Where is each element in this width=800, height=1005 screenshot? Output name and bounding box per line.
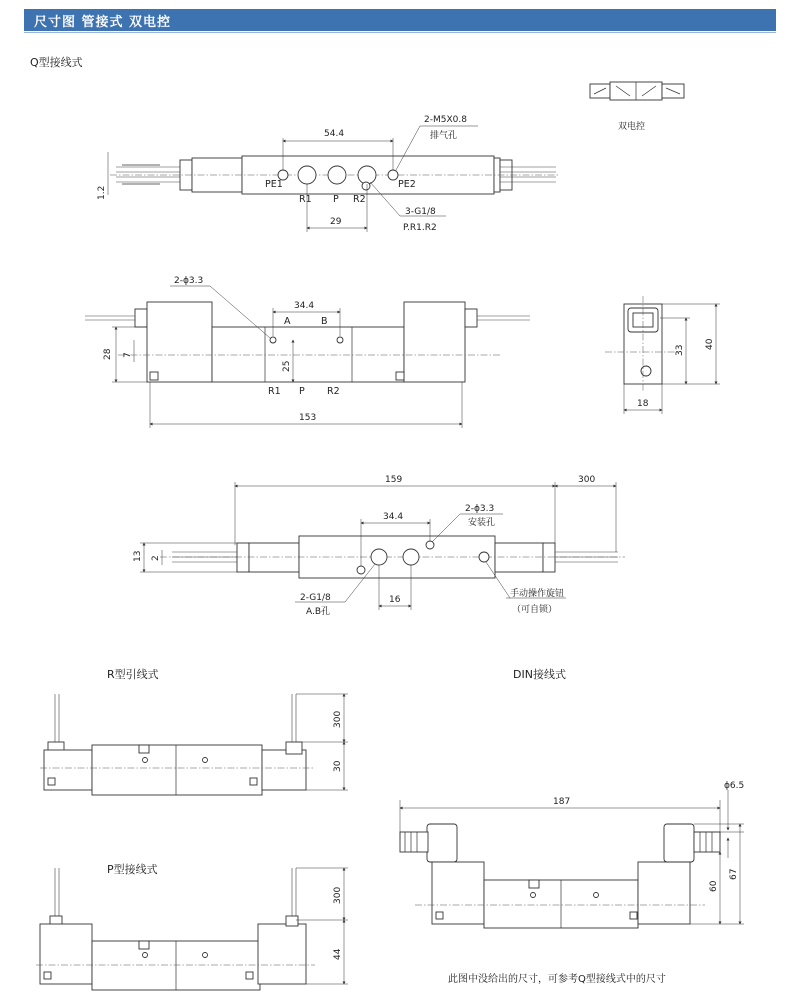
dim-29: 29 (330, 217, 342, 227)
q-type-title: Q型接线式 (30, 56, 83, 69)
p-dim-300: 300 (333, 886, 343, 904)
r-right-cap (286, 742, 302, 754)
front-dim-34-4: 34.4 (294, 301, 315, 311)
label-r1: R1 (299, 194, 312, 205)
left-connector (135, 309, 147, 327)
left-solenoid-block (147, 302, 212, 382)
bottom-dim-16: 16 (389, 595, 401, 605)
front-note-hole: 2-ϕ3.3 (174, 276, 204, 286)
r2-port (358, 166, 376, 184)
r-dim-30: 30 (333, 760, 343, 772)
p-port (328, 166, 346, 184)
p-dim-44: 44 (333, 948, 343, 960)
front-label-p: P (299, 386, 305, 397)
mount-hole-right (426, 541, 434, 549)
right-connector (465, 309, 477, 327)
bottom-left-cap (237, 543, 249, 572)
din-right-solenoid (638, 862, 690, 924)
bottom-note-mount: 安装孔 (468, 518, 496, 528)
din-left-connector (427, 824, 457, 862)
r1-port (298, 166, 316, 184)
right-screw (396, 372, 404, 380)
bottom-left-solenoid (249, 543, 299, 572)
bottom-dim-300: 300 (578, 475, 596, 485)
left-wires (116, 165, 183, 184)
symbol-caption: 双电控 (618, 122, 646, 132)
bottom-right-cap (543, 543, 555, 572)
note-g18: 3-G1/8 (405, 207, 436, 217)
side-dim-18: 18 (637, 399, 649, 409)
front-label-r1: R1 (268, 386, 281, 397)
din-left-gland (400, 832, 428, 852)
r-valve-body (92, 745, 262, 795)
left-screw (150, 372, 158, 380)
din-type-view (400, 667, 744, 985)
front-dim-25: 25 (282, 360, 292, 372)
double-solenoid-symbol (590, 82, 684, 132)
r-type-title: R型引线式 (107, 668, 159, 681)
label-r2: R2 (353, 194, 366, 205)
bottom-note-manual: 手动操作旋钮 (510, 589, 565, 599)
bottom-right-solenoid (495, 543, 543, 572)
note-m5: 2-M5X0.8 (424, 115, 467, 125)
port-a (371, 549, 387, 565)
din-right-connector (664, 824, 694, 862)
side-dim-40: 40 (705, 338, 715, 350)
r-type-view (40, 667, 348, 795)
label-pe2: PE2 (398, 179, 416, 190)
front-label-b: B (321, 316, 328, 327)
side-dim-33: 33 (675, 344, 685, 356)
front-hole-right (337, 337, 343, 343)
p-type-title: P型接线式 (107, 863, 158, 876)
r-right-solenoid (262, 750, 306, 790)
section-header-title: 尺寸图 管接式 双电控 (34, 15, 172, 30)
din-dim-187: 187 (553, 797, 571, 807)
front-label-r2: R2 (327, 386, 340, 397)
din-footnote: 此图中没给出的尺寸，可参考Q型接线式中的尺寸 (448, 974, 666, 985)
din-top-tab (529, 880, 539, 888)
small-port (362, 182, 370, 190)
note-exhaust: 排气孔 (430, 131, 458, 141)
front-label-a: A (284, 316, 291, 327)
port-b (403, 549, 419, 565)
din-dim-6-5: ϕ6.5 (724, 781, 745, 791)
p-right-cap (286, 916, 298, 926)
front-view (85, 276, 530, 428)
din-dim-60: 60 (709, 880, 719, 892)
side-knob (641, 366, 651, 376)
q-type-view (30, 55, 560, 233)
bottom-dim-13: 13 (133, 550, 143, 562)
r-dim-300: 300 (333, 710, 343, 728)
front-dim-28: 28 (103, 348, 113, 360)
r-top-tab (139, 745, 149, 753)
right-solenoid-block (404, 302, 465, 382)
bottom-dim-2: 2 (151, 555, 161, 561)
dim-54-4: 54.4 (324, 129, 345, 139)
bottom-note-ab: A.B孔 (306, 607, 331, 617)
label-p: P (333, 194, 339, 205)
din-dim-67: 67 (729, 868, 739, 880)
bottom-note-g18: 2-G1/8 (300, 593, 331, 603)
bottom-dim-159: 159 (385, 475, 403, 485)
label-pe1: PE1 (265, 179, 283, 190)
din-right-gland (694, 832, 720, 852)
note-pr1r2: P.R1.R2 (403, 223, 437, 233)
dim-1-2: 1.2 (97, 185, 107, 200)
p-type-view (36, 862, 348, 990)
front-hole-left (270, 337, 276, 343)
side-view (605, 296, 720, 414)
din-type-title: DIN接线式 (513, 668, 566, 681)
bottom-dim-34-4: 34.4 (383, 512, 404, 522)
mount-hole-left (357, 566, 365, 574)
p-right-solenoid (258, 924, 306, 984)
manual-knob (479, 552, 489, 562)
p-top-tab (139, 941, 149, 949)
bottom-note-hole: 2-ϕ3.3 (465, 504, 495, 514)
front-dim-7: 7 (123, 352, 133, 358)
bottom-note-lock: （可自锁） (512, 605, 558, 615)
front-dim-153: 153 (299, 413, 317, 423)
bottom-view (133, 475, 625, 617)
pe2-port (388, 170, 398, 180)
valve-body-front (212, 327, 404, 382)
